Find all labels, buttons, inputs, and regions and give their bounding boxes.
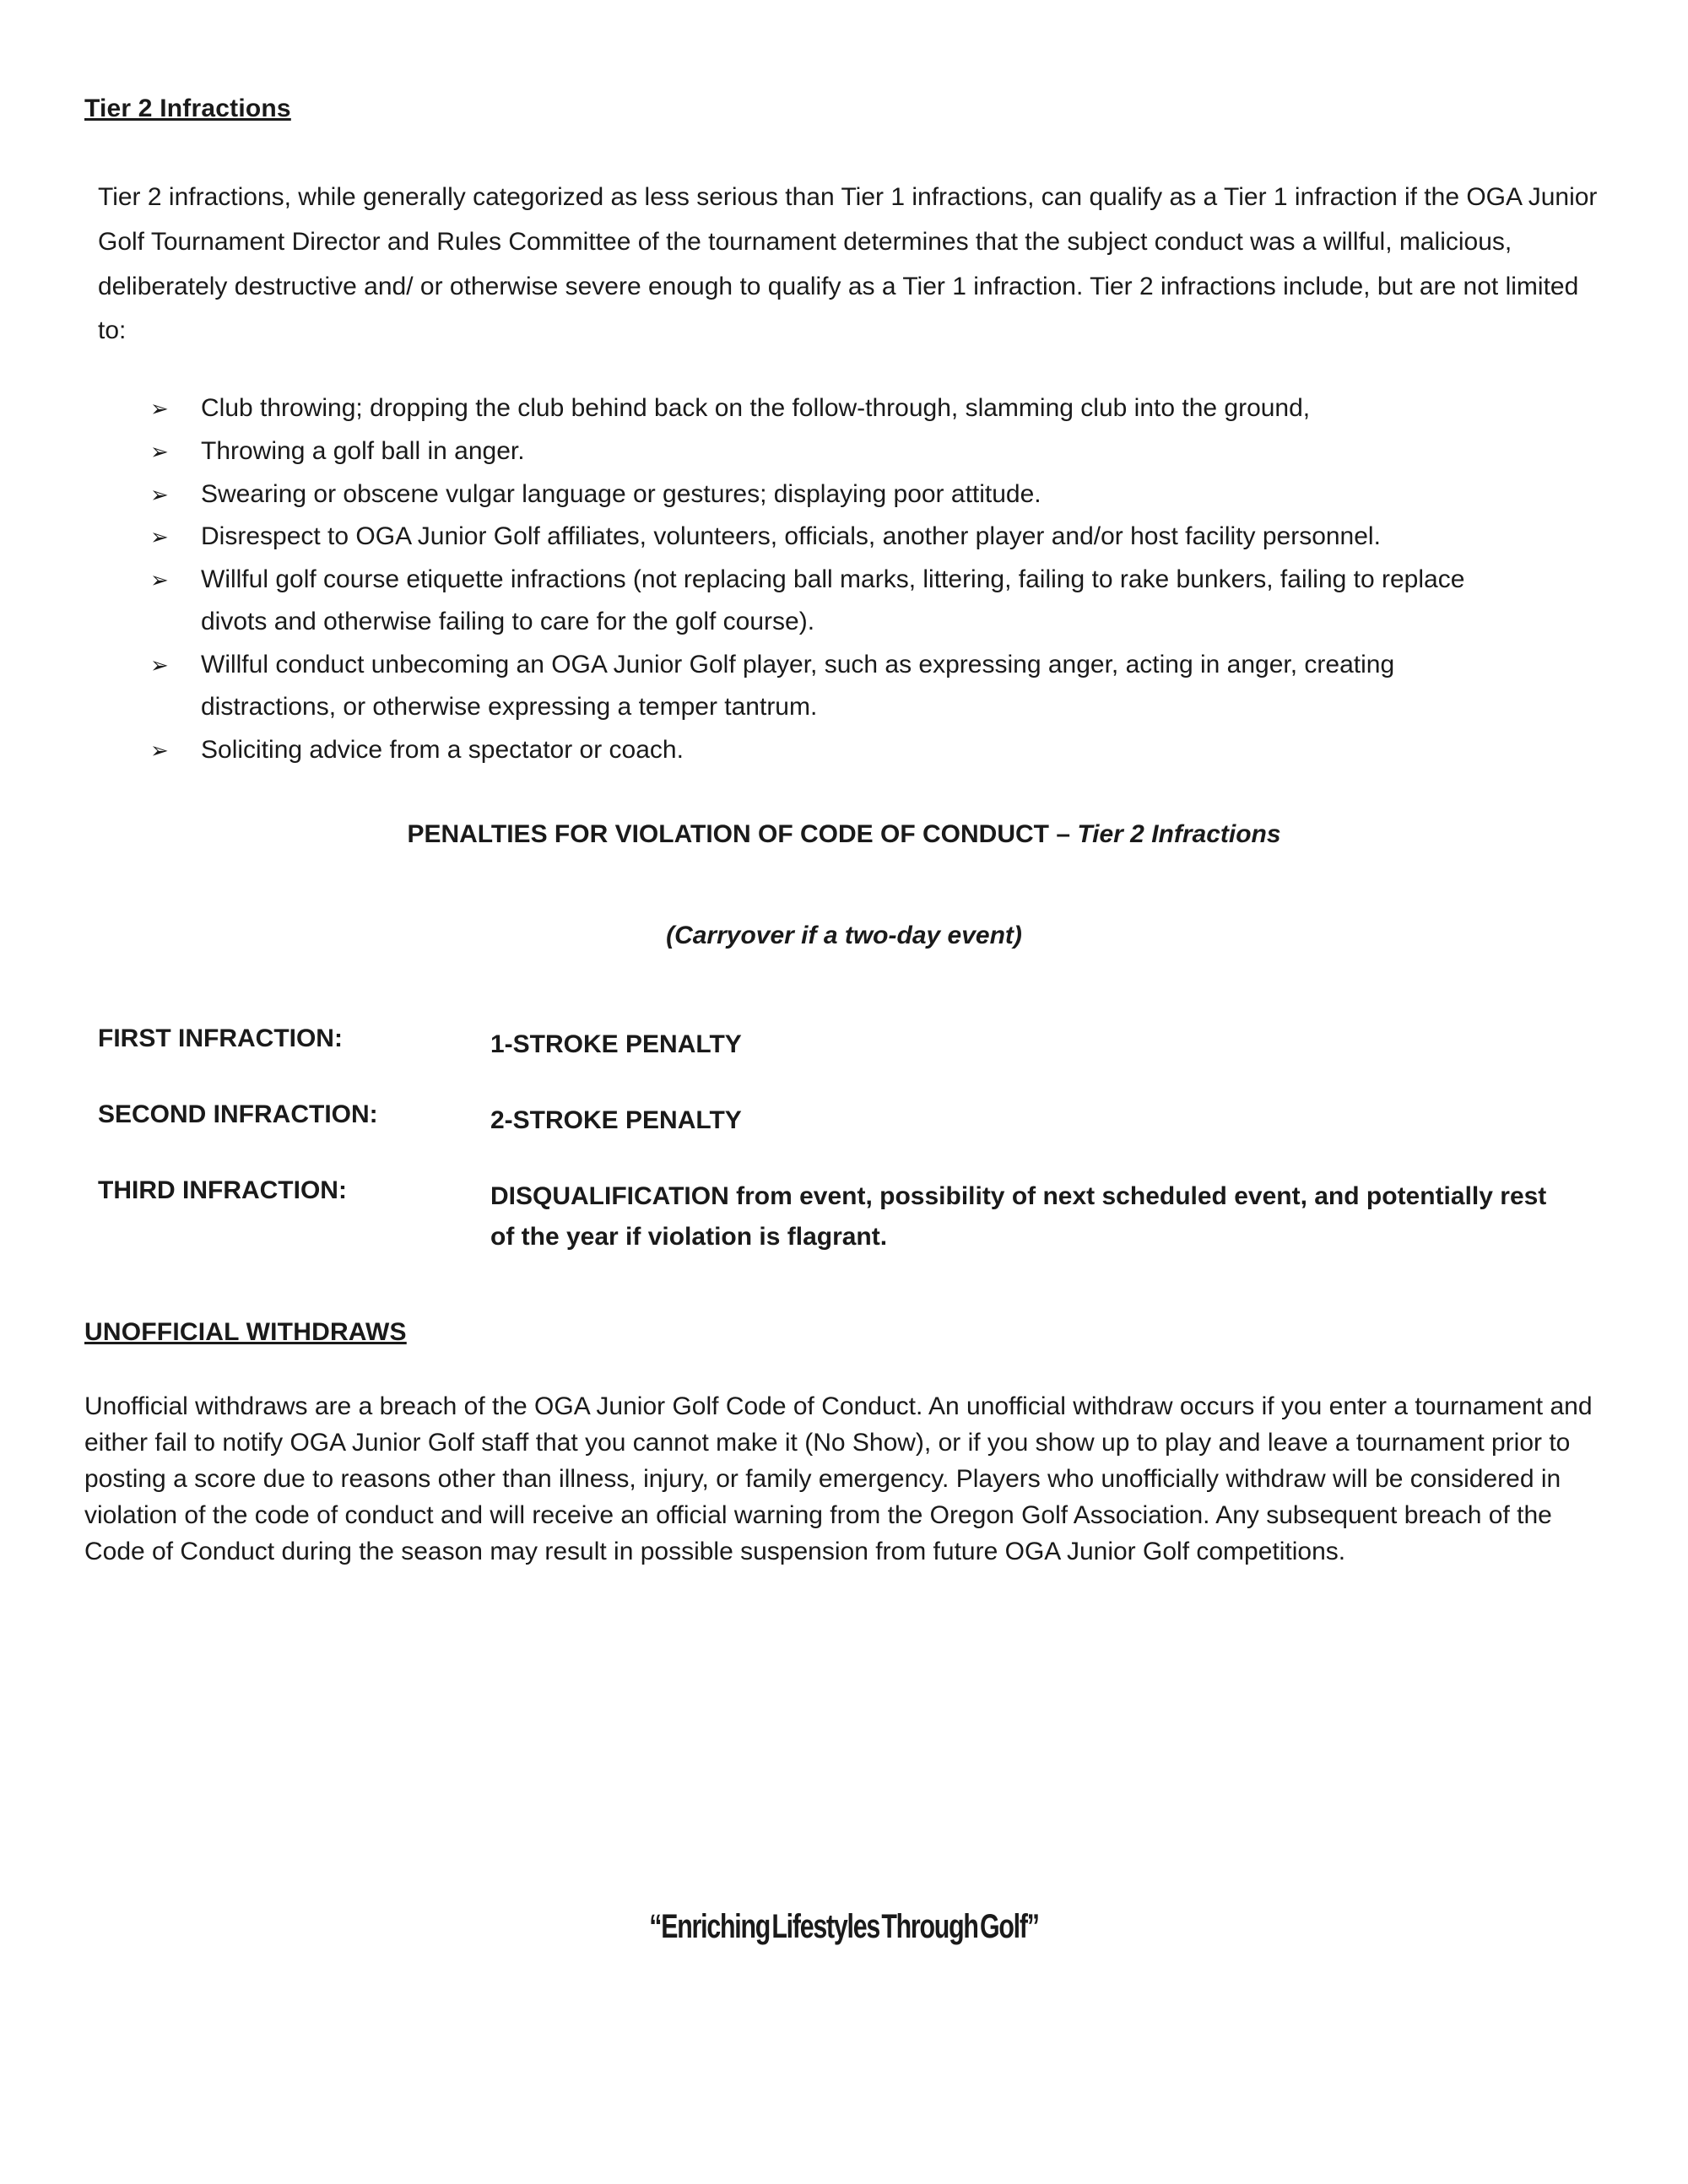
list-item: [150, 559, 1604, 644]
arrow-bullet-icon: ➢: [150, 651, 169, 678]
list-item: [150, 644, 1604, 729]
list-item-text: Soliciting advice from a spectator or coach.: [201, 735, 684, 764]
tier2-bullet-list: [84, 387, 1604, 771]
arrow-bullet-icon: ➢: [150, 566, 169, 592]
list-item-text: Throwing a golf ball in anger.: [201, 436, 525, 465]
penalty-row-value: DISQUALIFICATION from event, possibility of next scheduled event, and potentially rest of the year if violation is flagrant.: [490, 1182, 1547, 1251]
penalty-row-label: FIRST INFRACTION:: [98, 1024, 343, 1053]
penalty-row-label: THIRD INFRACTION:: [98, 1176, 347, 1205]
penalties-section-heading: [84, 820, 1604, 849]
list-item-text: Swearing or obscene vulgar language or gestures; displaying poor attitude.: [201, 479, 1041, 508]
list-item-text: Willful golf course etiquette infractions (not replacing ball marks, littering, failing to rake bunkers, failing to replace divots and otherwise failing to care for the golf course).: [201, 565, 1465, 636]
penalty-row-label: SECOND INFRACTION:: [98, 1100, 378, 1129]
penalty-table: [84, 1024, 1604, 1257]
list-item: [150, 430, 1604, 473]
arrow-bullet-icon: ➢: [150, 524, 169, 550]
footer-slogan: “Enriching Lifestyles Through Golf”: [649, 1907, 1039, 1945]
penalties-heading-main: PENALTIES FOR VIOLATION OF CODE OF CONDUCT –: [407, 820, 1078, 849]
arrow-bullet-icon: ➢: [150, 737, 169, 763]
list-item-text: Club throwing; dropping the club behind back on the follow-through, slamming club into the ground,: [201, 394, 1311, 423]
penalties-heading-italic: Tier 2 Infractions: [1077, 820, 1281, 849]
list-item: [150, 516, 1604, 559]
section-heading-tier2-infractions: Tier 2 Infractions: [84, 95, 291, 122]
carryover-note: (Carryover if a two-day event): [666, 922, 1022, 950]
penalty-row-value: 2-STROKE PENALTY: [490, 1106, 742, 1135]
list-item: [150, 473, 1604, 516]
penalty-row-value: 1-STROKE PENALTY: [490, 1030, 742, 1059]
unofficial-withdraws-paragraph: Unofficial withdraws are a breach of the OGA Junior Golf Code of Conduct. An unofficial withdraw occurs if you enter a tournament and either fail to notify OGA Junior Golf staff that you cannot make it (No Show), or if you show up to play and leave a tournament prior to posting a score due to reasons other than illness, injury, or family emergency. Players who unofficially withdraw will be considered in violation of the code of conduct and will receive an official warning from the Oregon Golf Association. Any subsequent breach of the Code of Conduct during the season may result in possible suspension from future OGA Junior Golf competitions.: [84, 1392, 1593, 1565]
list-item: [150, 387, 1604, 430]
list-item-text: Willful conduct unbecoming an OGA Junior Golf player, such as expressing anger, acting in anger, creating distractions, or otherwise expressing a temper tantrum.: [201, 650, 1395, 722]
section-heading-unofficial-withdraws: UNOFFICIAL WITHDRAWS: [84, 1318, 407, 1347]
tier2-intro-paragraph: Tier 2 infractions, while generally categorized as less serious than Tier 1 infractions, can qualify as a Tier 1 infraction if the OGA Junior Golf Tournament Director and Rules Committee of the tournament determines that the subject conduct was a willful, malicious, deliberately destructive and/ or otherwise severe enough to qualify as a Tier 1 infraction. Tier 2 infractions include, but are not limited to:: [98, 183, 1598, 345]
arrow-bullet-icon: ➢: [150, 396, 169, 422]
list-item: [150, 729, 1604, 772]
arrow-bullet-icon: ➢: [150, 438, 169, 464]
list-item-text: Disrespect to OGA Junior Golf affiliates, volunteers, officials, another player and/or host facility personnel.: [201, 522, 1381, 551]
arrow-bullet-icon: ➢: [150, 481, 169, 507]
